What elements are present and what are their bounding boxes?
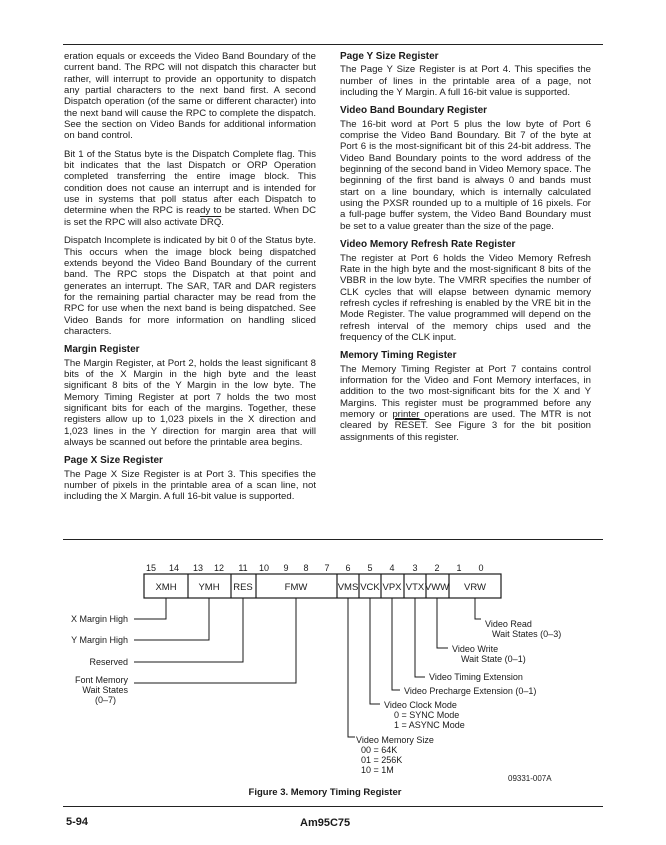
bit-number-1: 1: [456, 563, 462, 573]
heading-video-memory-refresh-rate-register: Video Memory Refresh Rate Register: [340, 239, 516, 251]
bottom-rule: [63, 806, 603, 807]
top-rule: [63, 44, 603, 45]
paragraph: The Margin Register, at Port 2, holds the least significant 8 bits of the X Margin in the high byte and the least significant 8 bits of the Y Margin in the low byte. The Memory Timing Register at port 7 holds the two most significant bits for each of the margins. Together, these registers allow up to 1,023 pixels in the X direction and 1,023 lines in the Y direction for margin area that will always be scanned out before the printable area begins.: [64, 357, 316, 448]
paragraph: The Page X Size Register is at Port 3. This specifies the number of pixels in the printable area of a scan line, not including the X Margin. A full 16-bit value is supported.: [64, 468, 316, 503]
label-video-read-range: Wait States (0–3): [492, 629, 562, 639]
page-number: 5-94: [66, 816, 89, 828]
bit-number-14: 14: [168, 563, 180, 573]
label-size-256k: 01 = 256K: [361, 755, 403, 765]
paragraph: eration equals or exceeds the Video Band Boundary of the current band. The RPC will not dispatch this character but rather, will interrupt to provide an opportunity to dispatch any partial characters to the next band first. A second Dispatch operation (of the same or different character) into the next band will cause the RPC to complete the dispatch. See the section on Video Bands for additional information on band control.: [64, 51, 316, 142]
label-x-margin-high: X Margin High: [70, 614, 128, 624]
paragraph: The Page Y Size Register is at Port 4. This specifies the number of lines in the printable area of a page, not including the Y Margin. A full 16-bit value is supported.: [340, 64, 591, 99]
bit-number-7: 7: [324, 563, 330, 573]
bit-number-13: 13: [192, 563, 204, 573]
field-vms: VMS: [337, 582, 359, 593]
bit-number-6: 6: [345, 563, 351, 573]
paragraph-text: The Memory Timing Register at Port 7 contains control information for the Video and Font Memory interfaces, in addition to the two most-significant bits for the X and Y Margins. This register must be programmed before any memory or: [340, 363, 591, 420]
paragraph: [340, 364, 591, 443]
bit-number-2: 2: [434, 563, 440, 573]
bit-number-11: 11: [238, 563, 248, 573]
label-video-precharge-extension: Video Precharge Extension (0–1): [404, 686, 537, 696]
heading-page-x-size-register: Page X Size Register: [64, 455, 163, 467]
figure-caption: Figure 3. Memory Timing Register: [248, 787, 402, 798]
heading-margin-register: Margin Register: [64, 344, 140, 356]
paragraph-text: . See Figure 3 for the bit position assignments of this register.: [340, 420, 591, 443]
right-labels: [356, 619, 561, 775]
label-reserved: Reserved: [89, 657, 128, 667]
bit-number-15: 15: [145, 563, 157, 573]
label-wait-states: Wait States: [82, 685, 128, 695]
memory-timing-register-figure: [0, 560, 666, 805]
label-video-write-range: Wait State (0–1): [461, 654, 526, 664]
paragraph-text: printer: [392, 408, 420, 420]
field-labels: [155, 582, 486, 593]
field-vrw: VRW: [464, 582, 486, 593]
bit-number-4: 4: [389, 563, 395, 573]
field-vck: VCK: [360, 582, 380, 593]
paragraph: The 16-bit word at Port 5 plus the low byte of Port 6 comprise the Video Band Boundary. Bit 7 of the byte at Port 6 is the most-significant bit of this 24-bit address. The Video Band Boundary points to the word address of the beginning of the second band in Video Memory space. The beginning of the first band is always 0 and bands must start on a line boundary, which is internally calculated using the PXSR rounded up to a multiple of 16 pixels. For a full-page buffer system, the Video Band Boundary must be set to a value greater than the size of the page.: [340, 118, 591, 232]
field-vww: VWW: [424, 582, 450, 593]
bit-number-5: 5: [367, 563, 373, 573]
bit-number-3: 3: [412, 563, 418, 573]
drq-signal: $\overline{DRQ}$: [199, 216, 222, 228]
bit-number-12: 12: [213, 563, 225, 573]
paragraph-text: Bit 1 of the Status byte is the Dispatch Complete flag. This bit indicates that the last Dispatch or ORP Operation completed transferring the entire image block. This condition does not cause an interrupt and is intended for use in systems that poll status after each Dispatch to determine when the RPC is ready to be started. When DC is set the RPC will also activate: [64, 148, 316, 228]
heading-memory-timing-register: Memory Timing Register: [340, 350, 457, 362]
label-size-64k: 00 = 64K: [361, 745, 398, 755]
heading-video-band-boundary-register: Video Band Boundary Register: [340, 105, 488, 117]
part-name: Am95C75: [300, 817, 351, 829]
bit-number-10: 10: [258, 563, 270, 573]
label-sync-mode: 0 = SYNC Mode: [394, 710, 460, 720]
paragraph-text: operations are used. The MTR is not cleared by: [340, 408, 591, 432]
field-res: RES: [233, 582, 253, 593]
label-async-mode: 1 = ASYNC Mode: [394, 720, 465, 730]
label-video-timing-extension: Video Timing Extension: [429, 672, 523, 682]
reset-signal: RESET: [394, 420, 426, 432]
bit-number-0: 0: [478, 563, 484, 573]
bit-number-9: 9: [283, 563, 289, 573]
label-video-memory-size: Video Memory Size: [356, 735, 434, 745]
label-video-clock-mode: Video Clock Mode: [384, 700, 457, 710]
label-font-memory: Font Memory: [74, 675, 128, 685]
bit-numbers: [146, 563, 484, 573]
label-size-1m: 10 = 1M: [361, 765, 394, 775]
field-fmw: FMW: [284, 582, 308, 593]
field-ymh: YMH: [198, 582, 220, 593]
right-column: [340, 51, 591, 450]
paragraph: The register at Port 6 holds the Video Memory Refresh Rate in the high byte and the most-significant 8 bits of the VBBR in the low byte. The VMRR specifies the number of CLK cycles that will elapse between dynamic memory refresh cycles if refreshing is enabled by the VRE bit in the Mode Register. The value programmed will depend on the refresh interval of the memory chips used and the frequency of the CLK input.: [340, 252, 591, 343]
field-xmh: XMH: [155, 582, 177, 593]
label-video-write: Video Write: [452, 644, 499, 654]
left-column: [64, 51, 316, 510]
figure-top-rule: [63, 539, 603, 540]
bit-number-8: 8: [303, 563, 309, 573]
field-vtx: VTX: [405, 582, 425, 593]
left-labels: [71, 614, 129, 705]
field-vpx: VPX: [382, 582, 402, 593]
label-video-read: Video Read: [485, 619, 532, 629]
heading-page-y-size-register: Page Y Size Register: [340, 51, 439, 62]
paragraph: Dispatch Incomplete is indicated by bit 0 of the Status byte. This occurs when the image block being dispatched extends beyond the Video Band Boundary of the current band. The RPC stops the Dispatch at that point and generates an interrupt. The SAR, TAR and DAR registers for the remaining partial character may be read from the RPC for use when the next band is being dispatched. See Video Bands for more information on handling sliced characters.: [64, 235, 316, 337]
label-y-margin-high: Y Margin High: [71, 635, 128, 645]
figure-code: 09331-007A: [508, 774, 552, 783]
paragraph-text: .: [221, 216, 224, 228]
paragraph: [64, 149, 316, 228]
label-fmw-range: (0–7): [94, 695, 116, 705]
